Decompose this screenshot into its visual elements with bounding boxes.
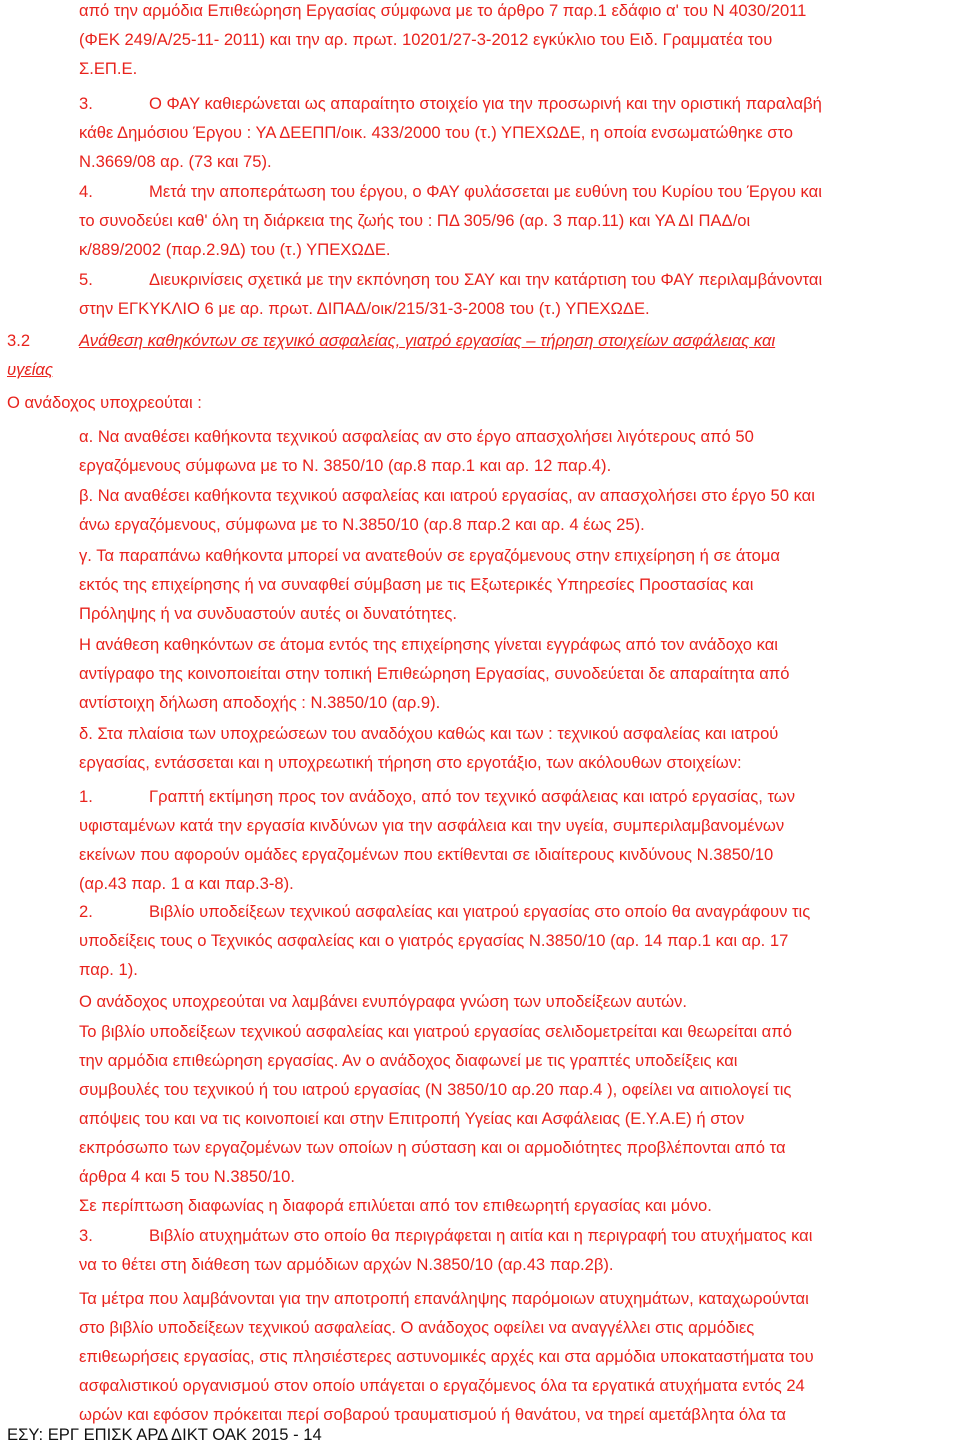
paragraph-disagreement — [79, 1191, 955, 1220]
text-line: Τα μέτρα που λαμβάνονται για την αποτροπή επανάληψης παρόμοιων ατυχημάτων, καταχωρούνται — [79, 1289, 809, 1308]
numbered-item-5 — [79, 265, 955, 323]
text-line: άρθρα 4 και 5 του Ν.3850/10. — [79, 1167, 295, 1186]
text-line: γ. Τα παραπάνω καθήκοντα μπορεί να ανατεθούν σε εργαζόμενους στην επιχείρηση ή σε άτομα — [79, 546, 781, 565]
text-line: εργασίας, εντάσσεται και η υποχρεωτική τήρηση στο εργοτάξιο, των ακόλουθων στοιχείων: — [79, 753, 742, 772]
text-line: αντίγραφο της κοινοποιείται στην τοπική Επιθεώρηση Εργασίας, συνοδεύεται δε απαραίτητα από — [79, 664, 790, 683]
paragraph-measures — [79, 1284, 955, 1429]
text-line: εκπρόσωπο των εργαζομένων των οποίων η σύσταση και οι αρμοδιότητες προβλέπονται από τα — [79, 1138, 786, 1157]
numbered-item-1 — [79, 782, 955, 898]
text-line: Διευκρινίσεις σχετικά με την εκπόνηση του ΣΑΥ και την κατάρτιση του ΦΑΥ περιλαμβάνονται — [149, 270, 823, 289]
paragraph-d — [79, 719, 955, 777]
paragraph-book — [79, 1017, 955, 1191]
text-line: αντίστοιχη δήλωση αποδοχής : Ν.3850/10 (αρ.9). — [79, 693, 441, 712]
paragraph-b — [79, 481, 955, 539]
text-line: απόψεις του και να τις κοινοποιεί και στην Επιτροπή Υγείας και Ασφάλειας (Ε.Υ.Α.Ε) ή στον — [79, 1109, 745, 1128]
text-line: υποδείξεις τους ο Τεχνικός ασφαλείας και ο γιατρός εργασίας Ν.3850/10 (αρ. 14 παρ.1 και αρ. 17 — [79, 931, 789, 950]
text-line: (ΦΕΚ 249/Α/25-11- 2011) και την αρ. πρωτ. 10201/27-3-2012 εγκύκλιο του Ειδ. Γραμματέα του — [79, 30, 773, 49]
numbered-item-3 — [79, 89, 955, 176]
item-number: 3. — [79, 1226, 93, 1245]
text-line: Ο ανάδοχος υποχρεούται να λαμβάνει ενυπόγραφα γνώση των υποδείξεων αυτών. — [79, 992, 688, 1011]
text-line: Βιβλίο υποδείξεων τεχνικού ασφαλείας και γιατρού εργασίας στο οποίο θα αναγράφουν τις — [149, 902, 811, 921]
section-title-line: Ανάθεση καθηκόντων σε τεχνικό ασφαλείας, γιατρό εργασίας – τήρηση στοιχείων ασφάλειας και — [79, 331, 776, 350]
text-line: Ν.3669/08 αρ. (73 και 75). — [79, 152, 272, 171]
text-line: Σ.ΕΠ.Ε. — [79, 59, 138, 78]
text-line: Γραπτή εκτίμηση προς τον ανάδοχο, από τον τεχνικό ασφάλειας και ιατρό εργασίας, των — [149, 787, 796, 806]
text-line: Μετά την αποπεράτωση του έργου, ο ΦΑΥ φυλάσσεται με ευθύνη του Κυρίου του Έργου και — [149, 182, 822, 201]
text-line: υφισταμένων κατά την εργασία κινδύνων για την ασφάλεια και την υγεία, συμπεριλαμβανομένων — [79, 816, 785, 835]
text-line: Πρόληψης ή να συνδυαστούν αυτές οι δυνατότητες. — [79, 604, 458, 623]
text-line: Βιβλίο ατυχημάτων στο οποίο θα περιγράφεται η αιτία και η περιγραφή του ατυχήματος και — [149, 1226, 813, 1245]
text-line: την αρμόδια επιθεώρηση εργασίας. Αν ο ανάδοχος διαφωνεί με τις γραπτές υποδείξεις και — [79, 1051, 738, 1070]
text-line: συμβουλές του τεχνικού ή του ιατρού εργασίας (Ν 3850/10 αρ.20 παρ.4 ), οφείλει να αιτιολογεί τις — [79, 1080, 792, 1099]
text-line: άνω εργαζόμενους, σύμφωνα με το Ν.3850/10 (αρ.8 παρ.2 και αρ. 4 έως 25). — [79, 515, 645, 534]
text-line: από την αρμόδια Επιθεώρηση Εργασίας σύμφωνα με το άρθρο 7 παρ.1 εδάφιο α' του Ν 4030/2011 — [79, 1, 807, 20]
item-number: 5. — [79, 270, 93, 289]
paragraph-a — [79, 422, 955, 480]
item-number: 4. — [79, 182, 93, 201]
text-line: α. Να αναθέσει καθήκοντα τεχνικού ασφαλείας αν στο έργο απασχολήσει λιγότερους από 50 — [79, 427, 754, 446]
text-line: Σε περίπτωση διαφωνίας η διαφορά επιλύεται από τον επιθεωρητή εργασίας και μόνο. — [79, 1196, 712, 1215]
text-line: Το βιβλίο υποδείξεων τεχνικού ασφαλείας και γιατρού εργασίας σελιδομετρείται και θεωρείται από — [79, 1022, 792, 1041]
section-heading — [7, 326, 957, 384]
text-line: εκτός της επιχείρησης ή να συναφθεί σύμβαση με τις Εξωτερικές Υπηρεσίες Προστασίας και — [79, 575, 754, 594]
text-line: εργαζόμενους σύμφωνα με το Ν. 3850/10 (αρ.8 παρ.1 και αρ. 12 παρ.4). — [79, 456, 612, 475]
item-number: 2. — [79, 902, 93, 921]
text-line: κάθε Δημόσιου Έργου : ΥΑ ΔΕΕΠΠ/οικ. 433/2000 του (τ.) ΥΠΕΧΩΔΕ, η οποία ενσωματώθηκε στο — [79, 123, 794, 142]
text-line: στην ΕΓΚΥΚΛΙΟ 6 με αρ. πρωτ. ΔΙΠΑΔ/οικ/215/31-3-2008 του (τ.) ΥΠΕΧΩΔΕ. — [79, 299, 650, 318]
numbered-item-4 — [79, 177, 955, 264]
paragraph-c — [79, 541, 955, 628]
text-line: δ. Στα πλαίσια των υποχρεώσεων του αναδόχου καθώς και των : τεχνικού ασφαλείας και ιατρού — [79, 724, 779, 743]
numbered-item-accidents — [79, 1221, 955, 1279]
page-footer: ΕΣΥ: ΕΡΓ ΕΠΙΣΚ ΑΡΔ ΔΙΚΤ ΟΑΚ 2015 - 14 — [7, 1425, 322, 1444]
text-line: στο βιβλίο υποδείξεων τεχνικού ασφαλείας. Ο ανάδοχος οφείλει να αναγγέλλει στις αρμόδιες — [79, 1318, 755, 1337]
text-line: ωρών και εφόσον πρόκειται περί σοβαρού τραυματισμού ή θανάτου, να τηρεί αμετάβλητα όλα τα — [79, 1405, 786, 1424]
text-line: επιθεωρήσεις εργασίας, στις πλησιέστερες αστυνομικές αρχές και στα αρμόδια υποκαταστήματα του — [79, 1347, 814, 1366]
paragraph-acknowledgement — [79, 987, 955, 1016]
text-line: εκείνων που αφορούν ομάδες εργαζομένων που εκτίθενται σε ιδιαίτερους κινδύνους Ν.3850/10 — [79, 845, 774, 864]
text-line: Ο ανάδοχος υποχρεούται : — [7, 393, 202, 412]
item-number: 3. — [79, 94, 93, 113]
section-number: 3.2 — [7, 331, 31, 350]
text-line: κ/889/2002 (παρ.2.9Δ) του (τ.) ΥΠΕΧΩΔΕ. — [79, 240, 391, 259]
text-line: ασφαλιστικού οργανισμού στον οποίο υπάγεται ο εργαζόμενος όλα τα εργατικά ατυχήματα εντός 24 — [79, 1376, 805, 1395]
text-line: Η ανάθεση καθηκόντων σε άτομα εντός της επιχείρησης γίνεται εγγράφως από τον ανάδοχο και — [79, 635, 778, 654]
intro-paragraph — [79, 0, 955, 83]
numbered-item-2 — [79, 897, 955, 984]
text-line: β. Να αναθέσει καθήκοντα τεχνικού ασφαλείας και ιατρού εργασίας, αν απασχολήσει στο έργο 50 και — [79, 486, 815, 505]
text-line: (αρ.43 παρ. 1 α και παρ.3-8). — [79, 874, 294, 893]
text-line: να το θέτει στη διάθεση των αρμόδιων αρχών Ν.3850/10 (αρ.43 παρ.2β). — [79, 1255, 614, 1274]
obligation-intro — [7, 388, 907, 417]
item-number: 1. — [79, 787, 93, 806]
section-title-line: υγείας — [7, 360, 53, 379]
text-line: το συνοδεύει καθ' όλη τη διάρκεια της ζωής του : ΠΔ 305/96 (αρ. 3 παρ.11) και ΥΑ ΔΙ ΠΑΔ/οι — [79, 211, 751, 230]
text-line: παρ. 1). — [79, 960, 138, 979]
paragraph-assignment — [79, 630, 955, 717]
text-line: Ο ΦΑΥ καθιερώνεται ως απαραίτητο στοιχείο για την προσωρινή και την οριστική παραλαβή — [149, 94, 822, 113]
